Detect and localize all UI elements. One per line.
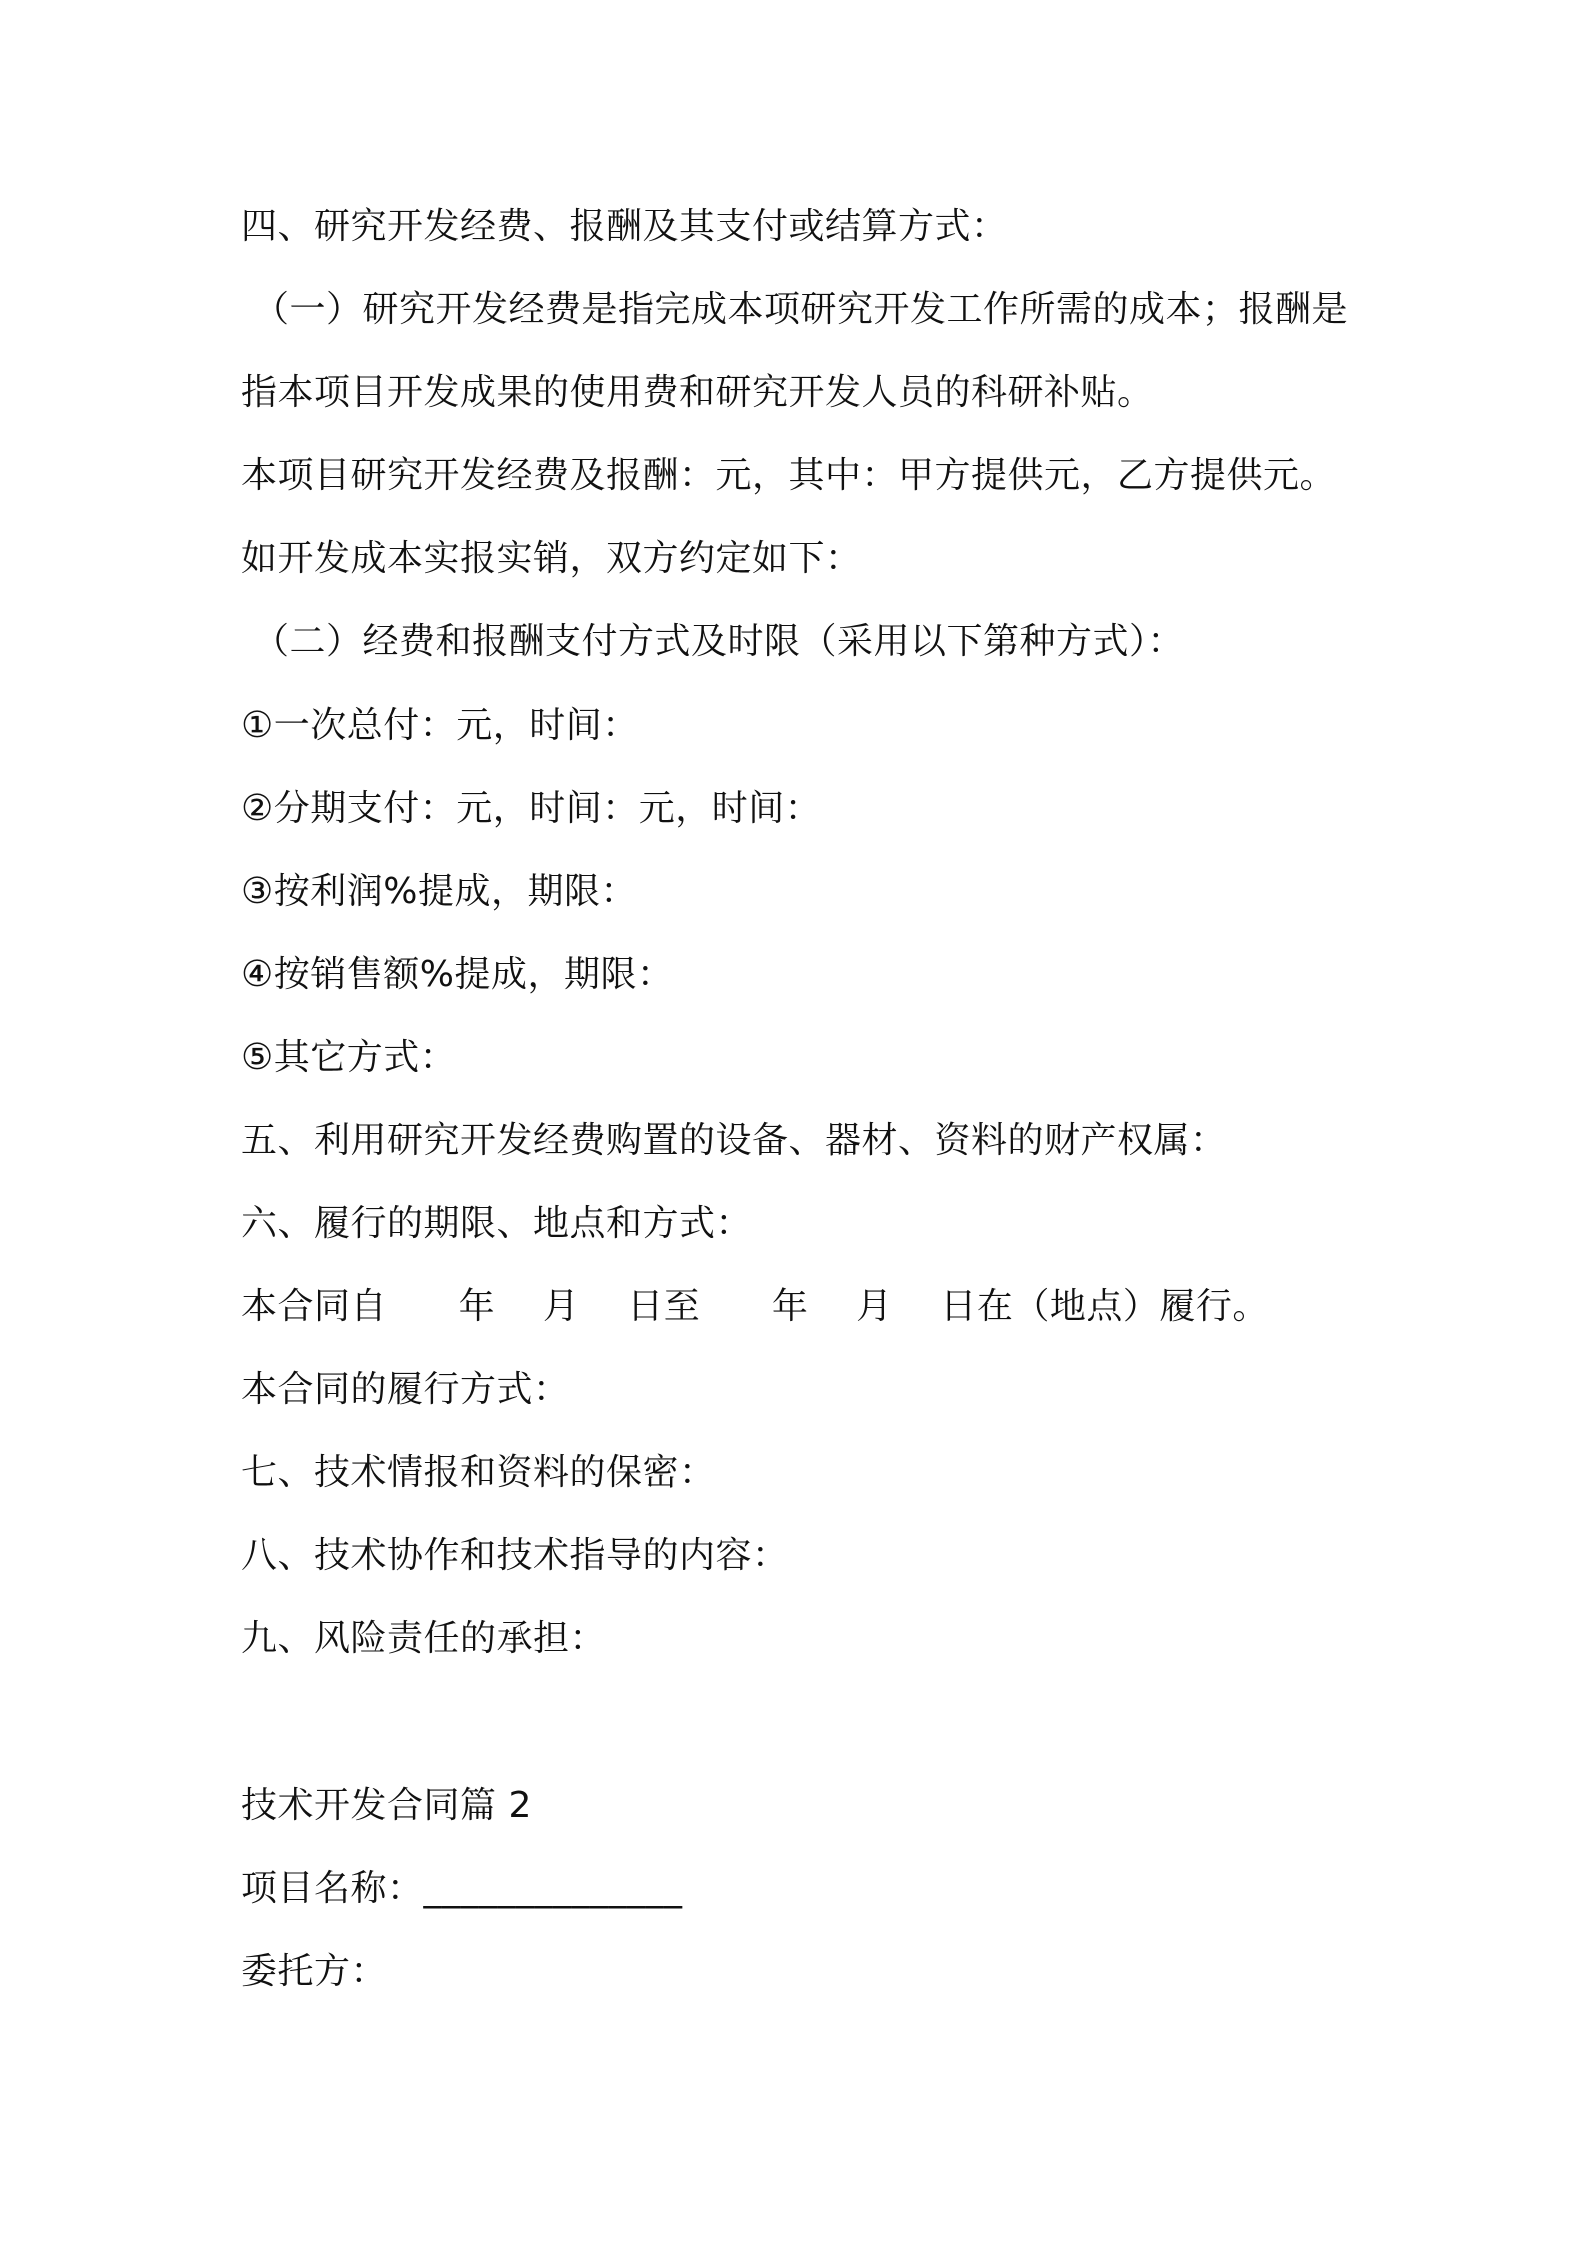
project-name-line: 项目名称：______________	[241, 1868, 683, 1909]
section-7-heading: 七、技术情报和资料的保密：	[241, 1452, 716, 1493]
clause-4-1-line-2: 指本项目开发成果的使用费和研究开发人员的科研补贴。	[241, 372, 1154, 413]
payment-option-4: ④按销售额%提成，期限：	[241, 954, 674, 995]
payment-option-1: ①一次总付：元，时间：	[241, 705, 639, 746]
payment-option-3: ③按利润%提成，期限：	[241, 871, 637, 912]
contract-2-title: 技术开发合同篇 2	[241, 1785, 532, 1826]
section-6-heading: 六、履行的期限、地点和方式：	[241, 1203, 753, 1244]
performance-method-line: 本合同的履行方式：	[241, 1369, 570, 1410]
section-5-heading: 五、利用研究开发经费购置的设备、器材、资料的财产权属：	[241, 1120, 1227, 1161]
cost-reimbursement-line: 如开发成本实报实销，双方约定如下：	[241, 538, 862, 579]
section-8-heading: 八、技术协作和技术指导的内容：	[241, 1535, 789, 1576]
clause-4-1-line-1: （一）研究开发经费是指完成本项研究开发工作所需的成本；报酬是	[253, 289, 1349, 330]
section-4-heading: 四、研究开发经费、报酬及其支付或结算方式：	[241, 206, 1008, 247]
client-party-line: 委托方：	[241, 1951, 388, 1992]
funding-amount-line: 本项目研究开发经费及报酬：元，其中：甲方提供元，乙方提供元。	[241, 455, 1337, 496]
payment-option-2: ②分期支付：元，时间：元，时间：	[241, 788, 822, 829]
section-9-heading: 九、风险责任的承担：	[241, 1618, 607, 1659]
performance-period-line: 本合同自 年 月 日至 年 月 日在（地点）履行。	[241, 1286, 1269, 1327]
clause-4-2-heading: （二）经费和报酬支付方式及时限（采用以下第种方式）：	[253, 621, 1185, 662]
payment-option-5: ⑤其它方式：	[241, 1037, 457, 1078]
